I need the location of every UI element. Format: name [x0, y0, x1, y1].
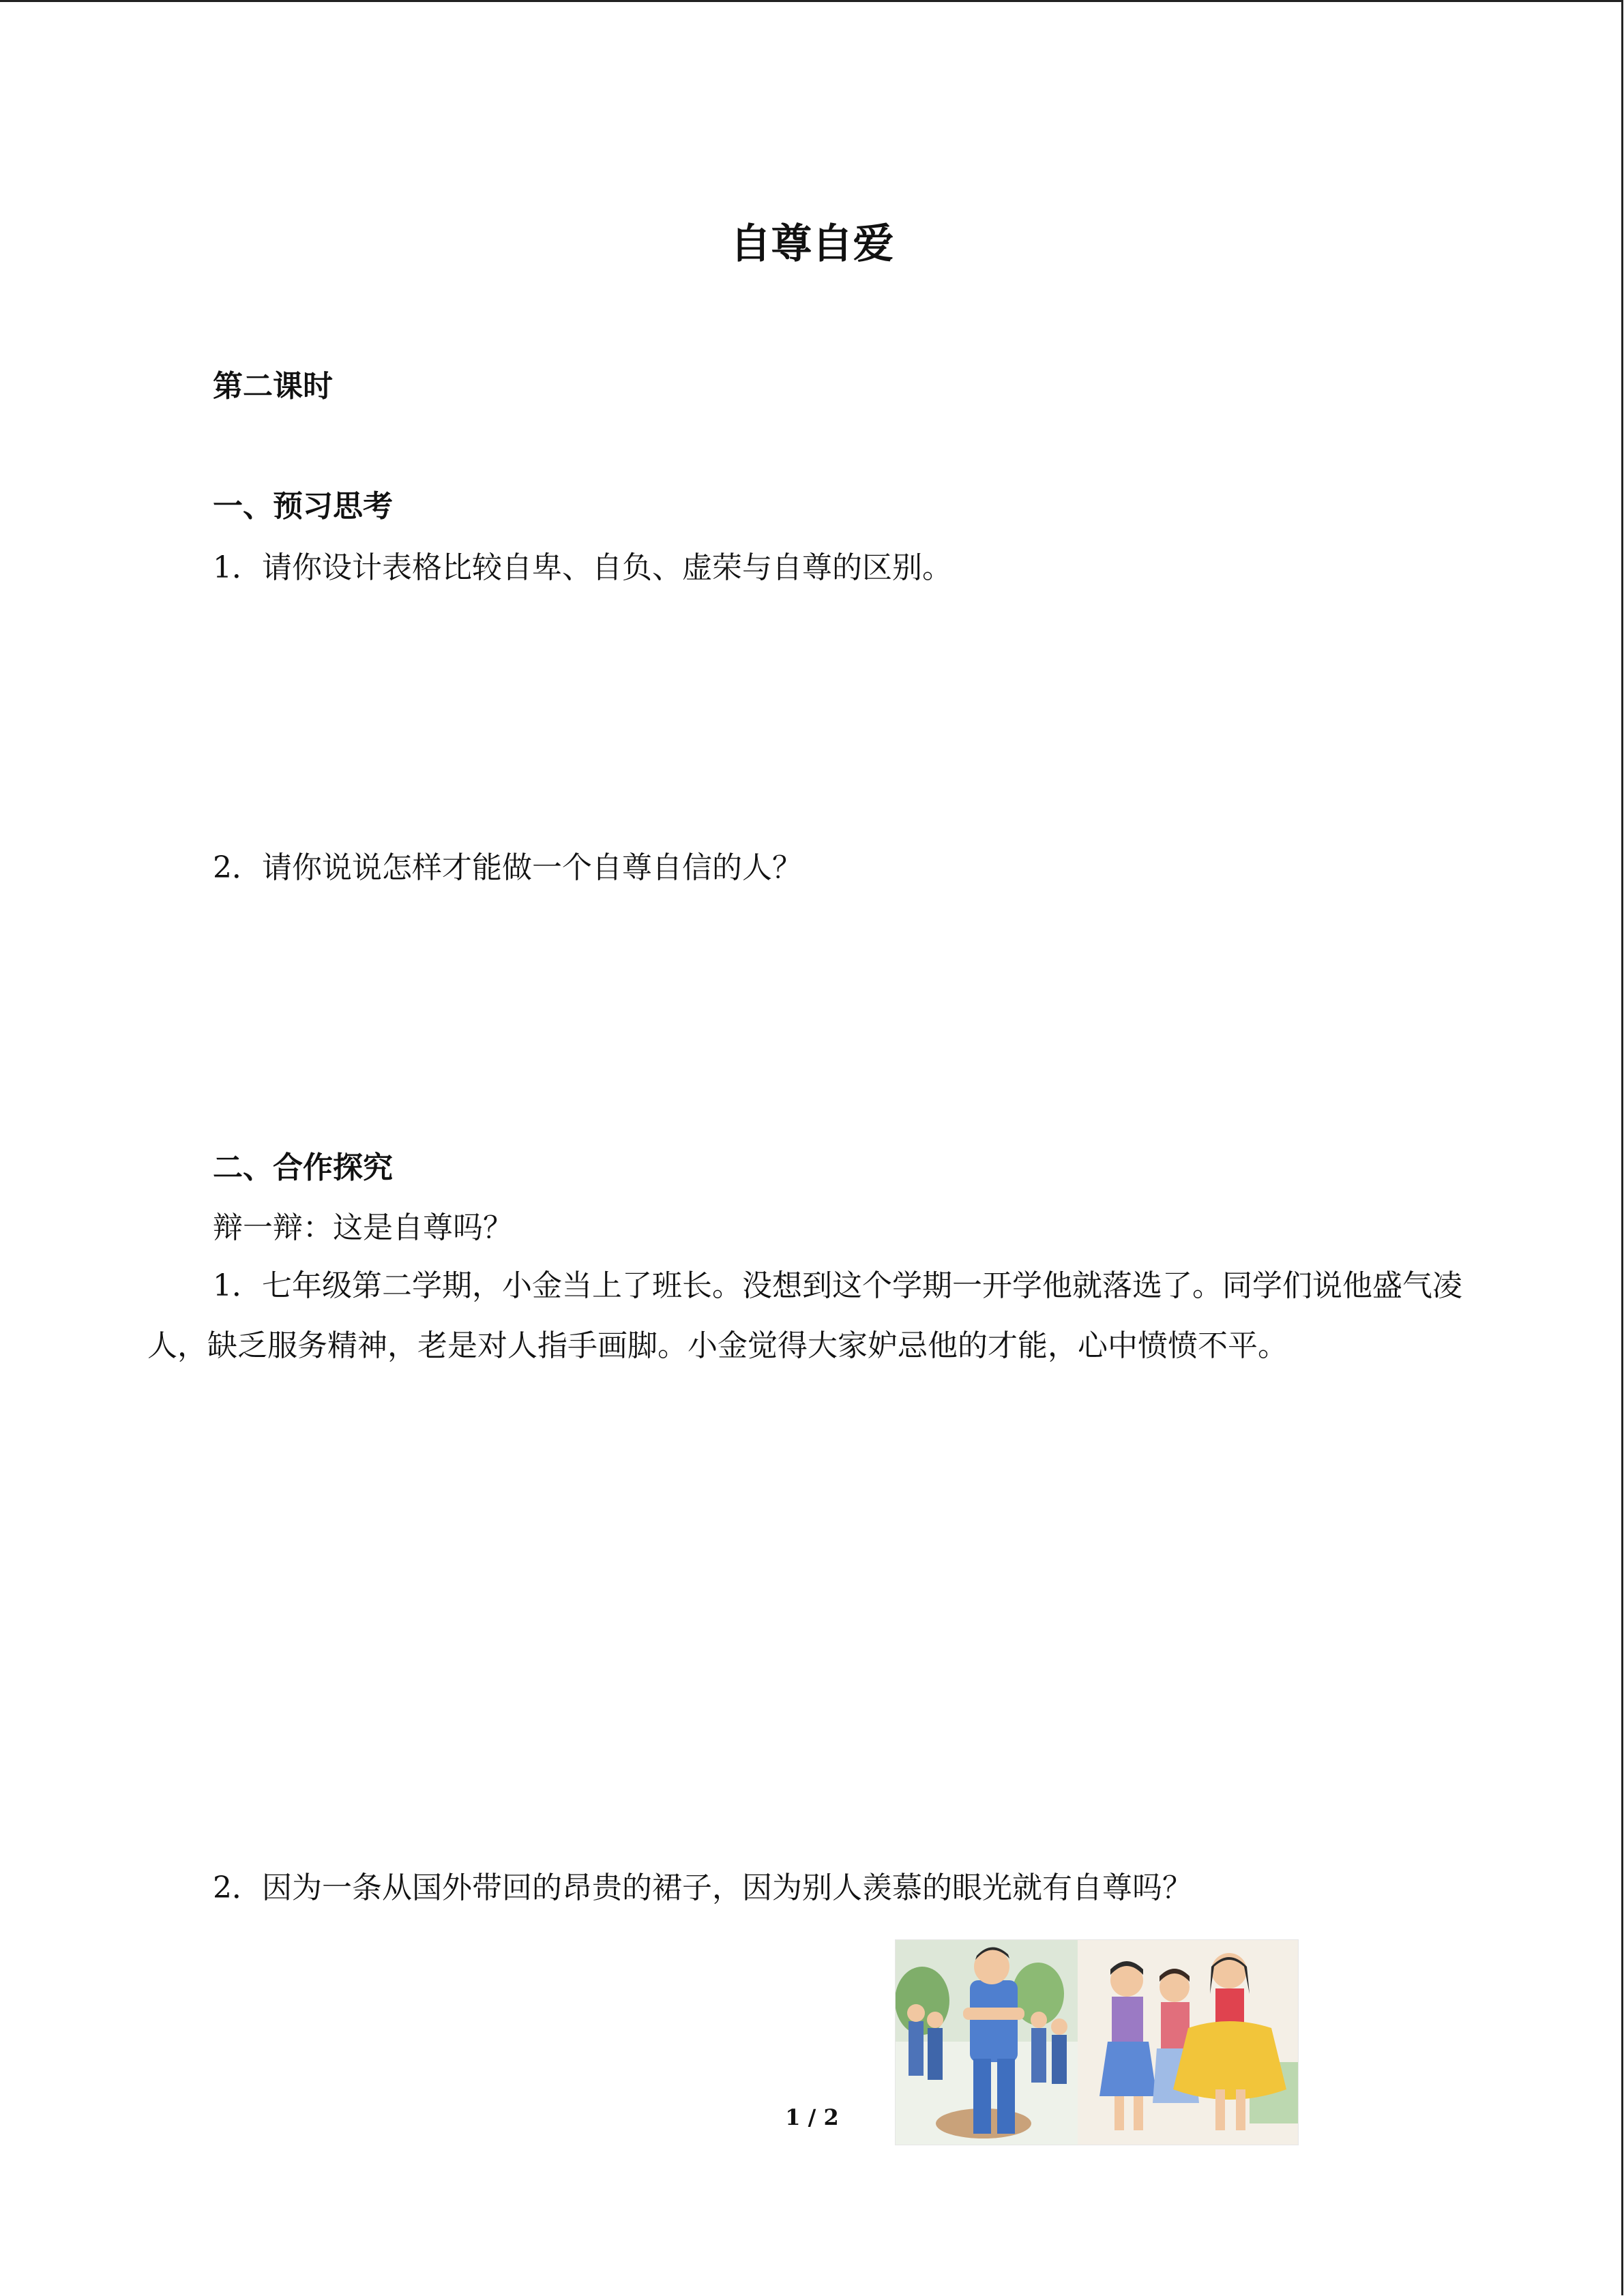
preview-question-2: 2．请你说说怎样才能做一个自尊自信的人？ [213, 850, 802, 885]
cooperation-question-2: 2．因为一条从国外带回的昂贵的裙子，因为别人羡慕的眼光就有自尊吗？ [213, 1870, 1192, 1905]
preview-question-1: 1．请你设计表格比较自卑、自负、虚荣与自尊的区别。 [213, 550, 952, 585]
page-title: 自尊自爱 [730, 220, 894, 268]
cooperation-question-1: 1．七年级第二学期，小金当上了班长。没想到这个学期一开学他就落选了。同学们说他盛气凌人，缺乏服务精神，老是对人指手画脚。小金觉得大家妒忌他的才能，心中愤愤不平。 [147, 1268, 1462, 1363]
page-number: 1 / 2 [785, 2104, 839, 2130]
section-heading-preview: 一、预习思考 [213, 489, 393, 524]
debate-intro: 辩一辩：这是自尊吗？ [213, 1210, 513, 1245]
lesson-label: 第二课时 [213, 369, 333, 404]
section-heading-cooperation: 二、合作探究 [213, 1150, 393, 1185]
